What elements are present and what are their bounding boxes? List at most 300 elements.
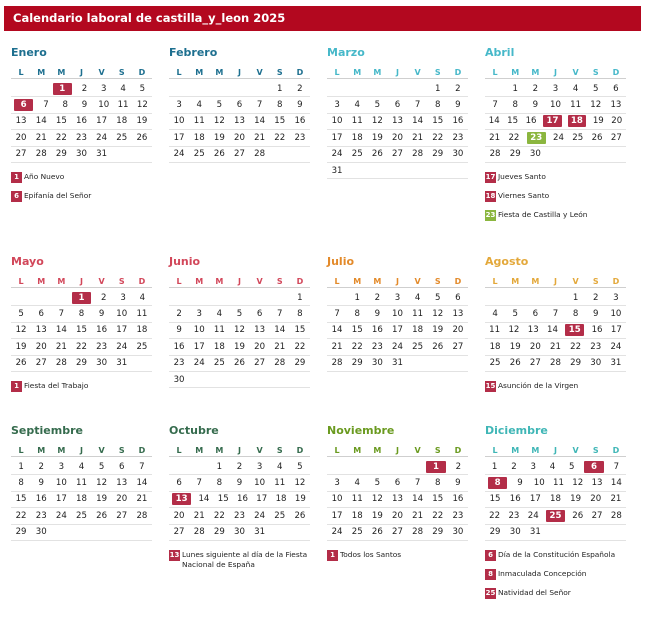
day-cell: 6 xyxy=(532,309,539,320)
day-cell: 28 xyxy=(610,510,622,521)
day-cell: 3 xyxy=(552,83,559,94)
weekday-label: M xyxy=(373,276,382,286)
day-cell: 7 xyxy=(552,309,559,320)
day-cell: 16 xyxy=(96,325,108,336)
day-cell: 16 xyxy=(371,325,383,336)
weekday-label: S xyxy=(434,67,441,77)
day-cell: 6 xyxy=(455,292,461,303)
week-row xyxy=(327,81,468,97)
weekday-label: J xyxy=(80,445,83,455)
day-cell: 10 xyxy=(392,309,403,320)
day-cell: 6 xyxy=(394,478,401,489)
weekday-header xyxy=(169,275,310,288)
day-cell: 18 xyxy=(275,494,287,505)
day-cell: 5 xyxy=(374,100,381,111)
month-name: Febrero xyxy=(169,46,218,59)
month-name: Septiembre xyxy=(11,424,83,437)
holiday-day-cell: 6 xyxy=(584,461,603,473)
day-cell: 10 xyxy=(550,100,561,111)
week-row xyxy=(327,525,468,541)
day-cell: 11 xyxy=(351,494,363,505)
day-cell: 22 xyxy=(508,132,520,143)
holiday-label: Fiesta del Trabajo xyxy=(24,380,89,390)
weekday-header xyxy=(327,66,468,79)
day-cell: 21 xyxy=(254,132,266,143)
day-cell: 16 xyxy=(35,494,47,505)
weekday-header xyxy=(11,444,152,457)
day-cell: 22 xyxy=(213,510,225,521)
day-cell: 21 xyxy=(412,510,424,521)
day-cell: 27 xyxy=(392,527,403,538)
day-cell: 18 xyxy=(550,494,561,505)
day-cell: 16 xyxy=(525,116,537,127)
day-cell: 2 xyxy=(236,461,243,472)
day-cell: 1 xyxy=(512,83,518,94)
weekday-label: J xyxy=(80,67,83,77)
weekday-label: M xyxy=(215,67,224,77)
day-cell: 25 xyxy=(412,341,424,352)
weekday-label: M xyxy=(37,67,46,77)
day-cell: 12 xyxy=(508,325,520,336)
day-cell: 10 xyxy=(193,325,205,336)
day-cell: 10 xyxy=(254,478,266,489)
weekday-label: M xyxy=(531,445,540,455)
day-cell: 17 xyxy=(55,494,67,505)
weekday-label: L xyxy=(176,276,182,286)
week-row xyxy=(11,525,152,541)
week-row xyxy=(169,81,310,97)
holiday-date-badge: 1 xyxy=(11,381,22,392)
week-row xyxy=(169,492,310,508)
week-row xyxy=(327,130,468,146)
holiday-list xyxy=(485,381,633,392)
week-row xyxy=(169,306,310,322)
day-cell: 9 xyxy=(532,100,539,111)
weekday-label: M xyxy=(57,67,66,77)
week-row xyxy=(169,147,310,163)
weekday-label: J xyxy=(554,445,557,455)
day-cell: 25 xyxy=(351,149,363,160)
day-cell: 29 xyxy=(432,527,444,538)
day-cell: 3 xyxy=(176,100,182,111)
day-cell: 21 xyxy=(35,132,47,143)
day-cell: 24 xyxy=(553,132,564,143)
weekday-label: V xyxy=(256,445,263,455)
week-row xyxy=(327,323,468,339)
day-cell: 11 xyxy=(117,100,129,111)
holiday-label: Natividad del Señor xyxy=(498,587,571,597)
day-cell: 2 xyxy=(374,292,381,303)
weekday-label: S xyxy=(118,445,125,455)
day-cell: 4 xyxy=(120,83,126,94)
day-cell: 6 xyxy=(613,83,619,94)
holiday-list xyxy=(169,550,317,570)
day-cell: 12 xyxy=(136,100,148,111)
day-cell: 4 xyxy=(196,100,202,111)
day-cell: 26 xyxy=(136,132,148,143)
week-row xyxy=(485,525,626,541)
day-cell: 24 xyxy=(173,149,185,160)
day-cell: 28 xyxy=(412,527,424,538)
day-cell: 3 xyxy=(256,461,263,472)
holiday-date-badge: 6 xyxy=(11,191,22,202)
day-cell: 22 xyxy=(274,132,286,143)
day-cell: 27 xyxy=(173,527,185,538)
weekday-header xyxy=(485,444,626,457)
holiday-date-badge: 1 xyxy=(11,172,22,183)
day-cell: 26 xyxy=(371,149,383,160)
day-cell: 19 xyxy=(509,341,521,352)
day-cell: 14 xyxy=(35,116,47,127)
day-cell: 13 xyxy=(527,325,539,336)
weekday-label: S xyxy=(434,445,441,455)
day-cell: 24 xyxy=(96,132,108,143)
weekday-label: V xyxy=(572,276,579,286)
day-cell: 19 xyxy=(432,325,444,336)
day-cell: 11 xyxy=(351,116,363,127)
day-cell: 10 xyxy=(116,309,128,320)
weekday-label: M xyxy=(195,445,204,455)
weekday-header xyxy=(327,444,468,457)
day-cell: 30 xyxy=(509,527,521,538)
week-row xyxy=(485,323,626,339)
holiday-item xyxy=(11,381,159,392)
week-row xyxy=(327,97,468,113)
day-cell: 28 xyxy=(254,149,266,160)
day-cell: 16 xyxy=(237,494,248,505)
week-row xyxy=(327,306,468,322)
weekday-label: S xyxy=(592,445,599,455)
day-cell: 23 xyxy=(371,341,383,352)
day-cell: 24 xyxy=(331,527,343,538)
day-cell: 3 xyxy=(394,292,401,303)
week-row xyxy=(11,339,152,355)
day-cell: 9 xyxy=(236,478,243,489)
page-title: Calendario laboral de castilla_y_leon 2025 xyxy=(4,6,641,31)
weekday-label: M xyxy=(215,445,224,455)
day-cell: 14 xyxy=(412,494,424,505)
day-cell: 15 xyxy=(432,494,444,505)
holiday-day-cell: 1 xyxy=(426,461,445,473)
day-cell: 20 xyxy=(173,510,185,521)
day-cell: 20 xyxy=(35,341,47,352)
day-cell: 30 xyxy=(173,374,185,385)
day-cell: 21 xyxy=(55,341,67,352)
weekday-label: V xyxy=(98,276,105,286)
weekday-header xyxy=(485,66,626,79)
weekday-label: M xyxy=(511,276,520,286)
week-row xyxy=(169,475,310,491)
day-cell: 20 xyxy=(392,132,403,143)
day-cell: 8 xyxy=(297,309,303,320)
day-cell: 24 xyxy=(55,510,67,521)
day-cell: 15 xyxy=(507,116,519,127)
day-cell: 15 xyxy=(294,325,306,336)
weekday-label: L xyxy=(18,276,24,286)
day-cell: 2 xyxy=(455,461,462,472)
holiday-label: Lunes siguiente al día de la Fiesta Nacional de España xyxy=(182,549,308,569)
day-cell: 11 xyxy=(274,478,286,489)
week-row xyxy=(485,459,626,475)
month-agosto xyxy=(485,255,633,400)
week-row xyxy=(327,114,468,130)
day-cell: 2 xyxy=(101,292,107,303)
weekday-label: M xyxy=(215,276,224,286)
week-row xyxy=(11,356,152,372)
holiday-date-badge: 6 xyxy=(485,550,496,561)
day-cell: 30 xyxy=(529,149,541,160)
day-cell: 18 xyxy=(351,132,363,143)
day-cell: 21 xyxy=(489,132,501,143)
day-cell: 22 xyxy=(294,341,306,352)
weekday-label: V xyxy=(572,445,579,455)
day-cell: 3 xyxy=(334,100,340,111)
week-row xyxy=(327,147,468,163)
day-cell: 14 xyxy=(254,116,266,127)
holiday-item xyxy=(169,550,317,570)
holiday-date-badge: 18 xyxy=(485,191,496,200)
weekday-label: L xyxy=(492,445,498,455)
day-cell: 1 xyxy=(491,461,498,472)
month-name: Agosto xyxy=(485,255,529,268)
day-cell: 22 xyxy=(570,341,582,352)
day-cell: 3 xyxy=(530,461,536,472)
day-cell: 22 xyxy=(15,510,27,521)
day-cell: 9 xyxy=(593,309,599,320)
day-cell: 6 xyxy=(394,100,401,111)
day-cell: 3 xyxy=(613,292,619,303)
day-cell: 15 xyxy=(274,116,286,127)
day-cell: 26 xyxy=(96,510,108,521)
day-cell: 20 xyxy=(254,341,266,352)
day-cell: 9 xyxy=(176,325,182,336)
weekday-label: S xyxy=(434,276,441,286)
day-cell: 24 xyxy=(254,510,266,521)
day-cell: 26 xyxy=(509,358,521,369)
day-cell: 12 xyxy=(432,309,444,320)
weekday-label: S xyxy=(592,276,599,286)
weekday-label: D xyxy=(454,276,462,286)
day-cell: 14 xyxy=(198,494,210,505)
weekday-label: J xyxy=(396,67,399,77)
day-cell: 14 xyxy=(274,325,286,336)
day-cell: 2 xyxy=(297,83,303,94)
day-cell: 12 xyxy=(234,325,245,336)
holiday-label: Epifanía del Señor xyxy=(24,190,92,200)
day-cell: 4 xyxy=(216,309,223,320)
day-cell: 21 xyxy=(136,494,148,505)
day-cell: 1 xyxy=(297,292,303,303)
day-cell: 8 xyxy=(277,100,283,111)
day-cell: 5 xyxy=(139,83,146,94)
month-febrero xyxy=(169,46,317,163)
month-name: Abril xyxy=(485,46,515,59)
holiday-label: Año Nuevo xyxy=(24,171,65,181)
month-name: Octubre xyxy=(169,424,219,437)
holiday-item xyxy=(485,172,633,183)
day-cell: 4 xyxy=(572,83,579,94)
day-cell: 14 xyxy=(547,325,558,336)
holiday-label: Fiesta de Castilla y León xyxy=(498,209,588,219)
day-cell: 13 xyxy=(35,325,47,336)
holiday-label: Inmaculada Concepción xyxy=(498,568,587,578)
holiday-list xyxy=(485,172,633,221)
day-cell: 11 xyxy=(193,116,205,127)
day-cell: 29 xyxy=(15,527,27,538)
weekday-label: L xyxy=(334,445,340,455)
day-cell: 15 xyxy=(76,325,87,336)
day-cell: 28 xyxy=(193,527,205,538)
day-cell: 12 xyxy=(15,325,27,336)
weekday-label: S xyxy=(276,67,283,77)
day-cell: 30 xyxy=(590,358,602,369)
day-cell: 26 xyxy=(213,149,225,160)
day-cell: 11 xyxy=(213,325,225,336)
day-cell: 25 xyxy=(489,358,501,369)
week-row xyxy=(327,459,468,475)
day-cell: 5 xyxy=(569,461,575,472)
day-cell: 28 xyxy=(412,149,424,160)
day-cell: 15 xyxy=(15,494,27,505)
day-cell: 5 xyxy=(18,309,24,320)
weekday-label: V xyxy=(414,67,421,77)
day-cell: 2 xyxy=(593,292,599,303)
day-cell: 22 xyxy=(55,132,67,143)
month-mayo xyxy=(11,255,159,400)
weekday-label: M xyxy=(57,445,66,455)
holiday-item xyxy=(485,569,633,580)
holiday-date-badge: 13 xyxy=(169,550,180,559)
day-cell: 16 xyxy=(76,116,87,127)
day-cell: 7 xyxy=(256,100,263,111)
week-row xyxy=(485,492,626,508)
week-row xyxy=(327,163,468,179)
day-cell: 11 xyxy=(136,309,148,320)
day-cell: 4 xyxy=(549,461,556,472)
holiday-day-cell: 6 xyxy=(14,99,33,111)
weekday-label: S xyxy=(276,445,283,455)
day-cell: 28 xyxy=(136,510,148,521)
weekday-label: M xyxy=(373,67,382,77)
day-cell: 24 xyxy=(527,510,539,521)
day-cell: 17 xyxy=(331,510,343,521)
weekday-label: D xyxy=(296,276,304,286)
day-cell: 25 xyxy=(274,510,286,521)
day-cell: 14 xyxy=(610,478,622,489)
day-cell: 8 xyxy=(78,309,85,320)
day-cell: 20 xyxy=(529,341,541,352)
day-cell: 19 xyxy=(213,132,225,143)
week-row xyxy=(11,492,152,508)
day-cell: 5 xyxy=(216,100,223,111)
week-row xyxy=(169,130,310,146)
day-cell: 15 xyxy=(217,494,229,505)
weekday-label: D xyxy=(612,67,620,77)
month-marzo xyxy=(327,46,475,179)
day-cell: 30 xyxy=(452,149,464,160)
day-cell: 8 xyxy=(18,478,24,489)
week-row xyxy=(485,147,626,163)
holiday-label: Jueves Santo xyxy=(498,171,546,181)
day-cell: 27 xyxy=(591,510,603,521)
day-cell: 13 xyxy=(392,494,403,505)
day-cell: 11 xyxy=(412,309,424,320)
weekday-label: D xyxy=(138,276,146,286)
holiday-item xyxy=(11,191,159,202)
week-row xyxy=(327,492,468,508)
day-cell: 14 xyxy=(331,325,343,336)
week-row xyxy=(485,508,626,524)
day-cell: 10 xyxy=(610,309,622,320)
day-cell: 13 xyxy=(452,309,464,320)
weekday-label: M xyxy=(353,445,362,455)
day-cell: 26 xyxy=(294,510,306,521)
month-name: Julio xyxy=(327,255,355,268)
weekday-label: J xyxy=(238,67,241,77)
holiday-item xyxy=(485,210,633,221)
holiday-date-badge: 17 xyxy=(485,172,496,181)
day-cell: 11 xyxy=(570,100,582,111)
day-cell: 2 xyxy=(455,83,461,94)
day-cell: 17 xyxy=(392,325,403,336)
day-cell: 4 xyxy=(277,461,283,472)
day-cell: 17 xyxy=(529,494,541,505)
week-row xyxy=(169,339,310,355)
day-cell: 21 xyxy=(412,132,424,143)
holiday-item xyxy=(485,588,633,599)
day-cell: 30 xyxy=(35,527,47,538)
day-cell: 29 xyxy=(570,358,582,369)
day-cell: 4 xyxy=(139,292,146,303)
weekday-label: D xyxy=(138,67,146,77)
month-name: Diciembre xyxy=(485,424,548,437)
week-row xyxy=(169,114,310,130)
day-cell: 9 xyxy=(374,309,381,320)
day-cell: 6 xyxy=(176,478,182,489)
day-cell: 16 xyxy=(294,116,306,127)
weekday-label: D xyxy=(454,67,462,77)
day-cell: 15 xyxy=(432,116,444,127)
holiday-list xyxy=(327,550,475,561)
weekday-label: M xyxy=(531,67,540,77)
week-row xyxy=(485,475,626,491)
day-cell: 25 xyxy=(136,341,148,352)
week-row xyxy=(485,339,626,355)
week-row xyxy=(327,475,468,491)
day-cell: 13 xyxy=(234,116,245,127)
day-cell: 29 xyxy=(489,527,501,538)
weekday-label: J xyxy=(80,276,83,286)
month-abril xyxy=(485,46,633,229)
day-cell: 10 xyxy=(533,478,545,489)
day-cell: 21 xyxy=(331,341,343,352)
day-cell: 7 xyxy=(492,100,498,111)
week-row xyxy=(485,81,626,97)
day-cell: 27 xyxy=(254,358,266,369)
day-cell: 29 xyxy=(76,358,87,369)
weekday-header xyxy=(327,275,468,288)
week-row xyxy=(169,323,310,339)
day-cell: 31 xyxy=(392,358,403,369)
day-cell: 30 xyxy=(76,149,87,160)
holiday-item xyxy=(485,550,633,561)
weekday-label: J xyxy=(238,276,241,286)
day-cell: 4 xyxy=(354,100,360,111)
day-cell: 27 xyxy=(116,510,128,521)
day-cell: 8 xyxy=(435,478,441,489)
day-cell: 25 xyxy=(193,149,205,160)
week-row xyxy=(327,508,468,524)
